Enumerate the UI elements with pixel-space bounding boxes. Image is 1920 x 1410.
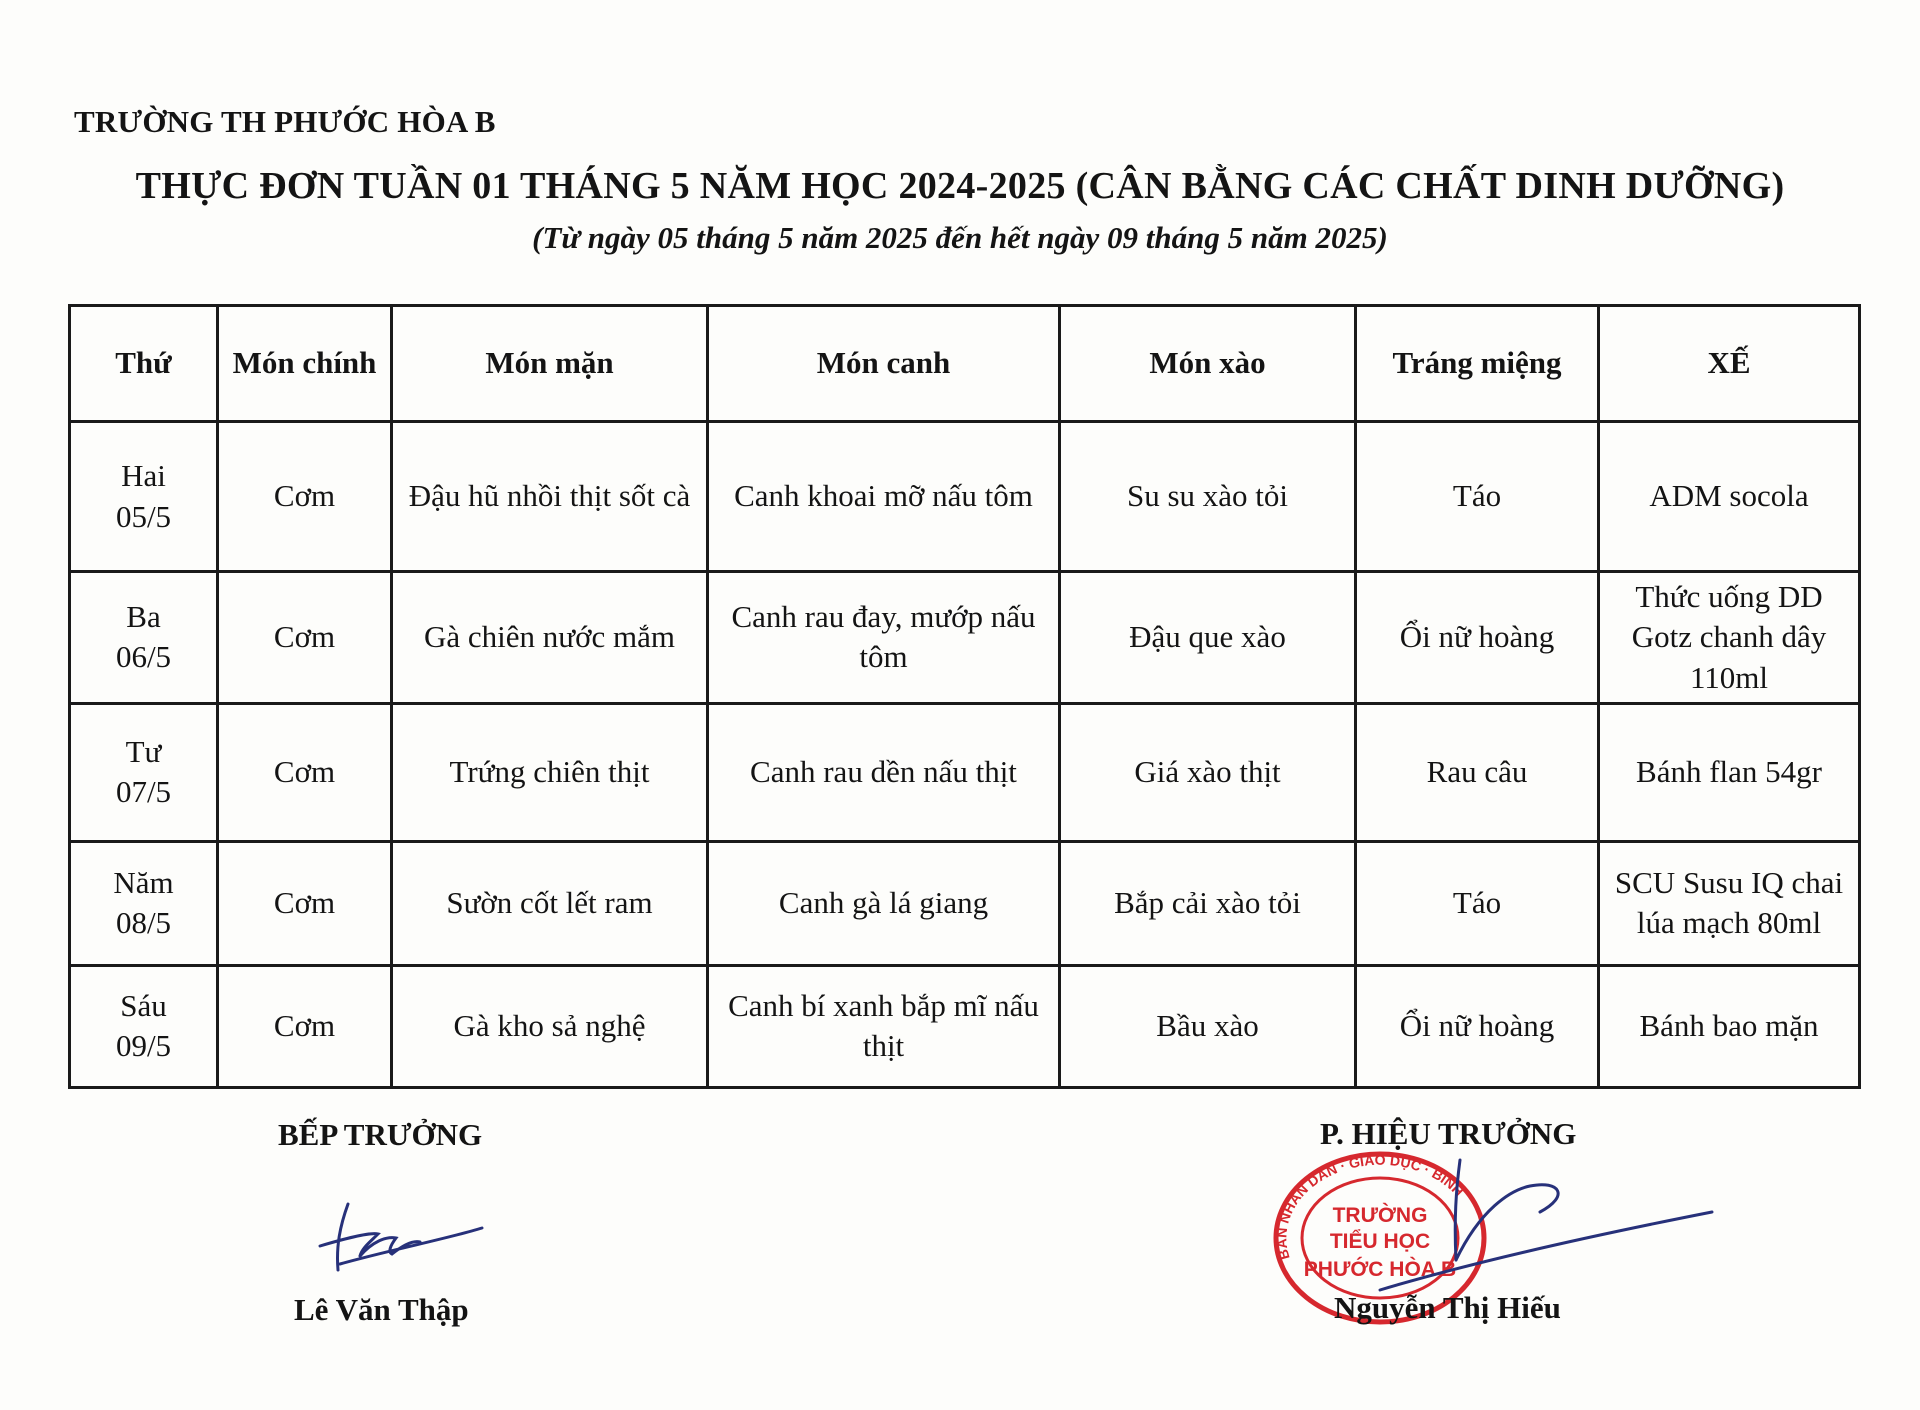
soup-text: Canh rau đay, mướp nấu xyxy=(731,599,1036,635)
col-header-day: Thứ xyxy=(70,306,218,422)
stir-fry-cell: Bắp cải xào tỏi xyxy=(1060,841,1356,965)
soup-text: Canh bí xanh bắp mĩ nấu xyxy=(728,988,1039,1024)
table-row xyxy=(70,965,1860,1087)
snack-cell xyxy=(1599,572,1860,704)
stir-fry-cell: Bầu xào xyxy=(1060,965,1356,1087)
day-name: Hai xyxy=(121,458,166,494)
day-cell xyxy=(70,572,218,704)
dessert-cell: Táo xyxy=(1356,841,1599,965)
day-cell xyxy=(70,703,218,841)
snack-cell xyxy=(1599,703,1860,841)
snack-text: Bánh bao mặn xyxy=(1639,1008,1819,1044)
weekly-menu-table xyxy=(68,304,1861,1089)
table-row xyxy=(70,703,1860,841)
snack-text: SCU Susu IQ chai xyxy=(1614,865,1844,901)
soup-cell xyxy=(708,572,1060,704)
school-name: TRƯỜNG TH PHƯỚC HÒA B xyxy=(74,104,496,139)
main-dish-cell: Cơm xyxy=(218,572,392,704)
stamp-ring-text: BAN NHÂN DÂN · GIÁO DỤC · BÌNH xyxy=(1273,1151,1468,1262)
menu-date-range: (Từ ngày 05 tháng 5 năm 2025 đến hết ngày 09 tháng 5 năm 2025) xyxy=(532,220,1388,255)
snack-cell xyxy=(1599,422,1860,572)
day-cell xyxy=(70,841,218,965)
table-header-row xyxy=(70,306,1860,422)
col-header-soup: Món canh xyxy=(708,306,1060,422)
menu-title: THỰC ĐƠN TUẦN 01 THÁNG 5 NĂM HỌC 2024-2025 (CÂN BẰNG CÁC CHẤT DINH DƯỠNG) xyxy=(135,165,1785,207)
snack-text: Thức uống DD xyxy=(1635,579,1823,614)
day-date: 06/5 xyxy=(115,639,172,675)
day-cell xyxy=(70,422,218,572)
snack-cell xyxy=(1599,841,1860,965)
soup-text: Canh khoai mỡ nấu tôm xyxy=(734,478,1033,514)
table-row xyxy=(70,572,1860,704)
day-name: Sáu xyxy=(120,988,167,1024)
head-chef-title: BẾP TRƯỞNG xyxy=(278,1117,483,1152)
day-date: 08/5 xyxy=(115,905,172,941)
main-dish-cell: Cơm xyxy=(218,703,392,841)
dessert-cell: Ổi nữ hoàng xyxy=(1356,572,1599,704)
vice-principal-title: P. HIỆU TRƯỞNG xyxy=(1320,1116,1577,1151)
soup-cell xyxy=(708,703,1060,841)
snack-text: lúa mạch 80ml xyxy=(1636,905,1822,941)
head-chef-name: Lê Văn Thập xyxy=(294,1292,469,1327)
dessert-cell: Ổi nữ hoàng xyxy=(1356,965,1599,1087)
stamp-line-2: TIỂU HỌC xyxy=(1329,1230,1431,1253)
dessert-cell: Táo xyxy=(1356,422,1599,572)
main-dish-cell: Cơm xyxy=(218,841,392,965)
day-date: 09/5 xyxy=(115,1028,172,1064)
soup-text: Canh rau dền nấu thịt xyxy=(750,754,1017,790)
head-chef-signature xyxy=(300,1190,490,1290)
col-header-stir-fry: Món xào xyxy=(1060,306,1356,422)
savory-dish-cell: Gà chiên nước mắm xyxy=(392,572,708,704)
savory-dish-cell: Đậu hũ nhồi thịt sốt cà xyxy=(392,422,708,572)
soup-cell xyxy=(708,841,1060,965)
snack-text: Bánh flan 54gr xyxy=(1636,754,1822,790)
snack-text: ADM socola xyxy=(1649,478,1809,514)
col-header-snack: XẾ xyxy=(1599,306,1860,422)
savory-dish-cell: Trứng chiên thịt xyxy=(392,703,708,841)
snack-text: Gotz chanh dây xyxy=(1631,619,1827,655)
day-name: Tư xyxy=(125,734,162,770)
day-date: 07/5 xyxy=(115,774,172,810)
snack-cell xyxy=(1599,965,1860,1087)
soup-text: Canh gà lá giang xyxy=(778,885,989,921)
main-dish-cell: Cơm xyxy=(218,422,392,572)
day-name: Năm xyxy=(113,865,174,901)
stir-fry-cell: Su su xào tỏi xyxy=(1060,422,1356,572)
savory-dish-cell: Sườn cốt lết ram xyxy=(392,841,708,965)
stamp-line-1: TRƯỜNG xyxy=(1332,1204,1428,1227)
dessert-cell: Rau câu xyxy=(1356,703,1599,841)
col-header-savory-dish: Món mặn xyxy=(392,306,708,422)
vice-principal-name: Nguyễn Thị Hiếu xyxy=(1334,1290,1561,1325)
savory-dish-cell: Gà kho sả nghệ xyxy=(392,965,708,1087)
day-date: 05/5 xyxy=(115,498,172,534)
soup-text: tôm xyxy=(859,639,908,675)
table-row xyxy=(70,841,1860,965)
day-name: Ba xyxy=(126,599,161,635)
vice-principal-signature xyxy=(1360,1150,1720,1310)
soup-text: thịt xyxy=(862,1028,905,1064)
stir-fry-cell: Giá xào thịt xyxy=(1060,703,1356,841)
soup-cell xyxy=(708,965,1060,1087)
col-header-dessert: Tráng miệng xyxy=(1356,306,1599,422)
col-header-main-dish: Món chính xyxy=(218,306,392,422)
table-row xyxy=(70,422,1860,572)
stir-fry-cell: Đậu que xào xyxy=(1060,572,1356,704)
stamp-line-3: PHƯỚC HÒA B xyxy=(1303,1258,1457,1281)
soup-cell xyxy=(708,422,1060,572)
snack-text: 110ml xyxy=(1689,659,1769,695)
main-dish-cell: Cơm xyxy=(218,965,392,1087)
day-cell xyxy=(70,965,218,1087)
